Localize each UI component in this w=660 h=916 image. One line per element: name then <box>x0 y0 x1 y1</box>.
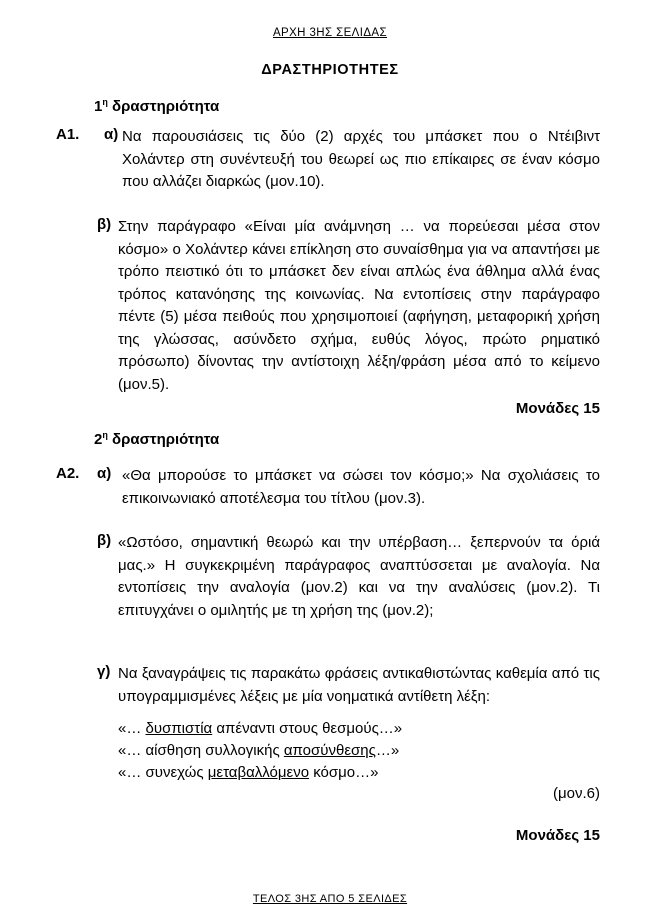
activity-number: 2 <box>94 431 103 448</box>
underlined-word: δυσπιστία <box>145 720 213 737</box>
question-a2-label: Α2. <box>56 465 80 482</box>
page-start-header: ΑΡΧΗ 3ΗΣ ΣΕΛΙΔΑΣ <box>272 27 388 39</box>
a2-b-label: β) <box>97 532 112 549</box>
phrase-text: «… συνεχώς <box>118 764 208 781</box>
activity-number: 1 <box>94 98 103 115</box>
a1-b-label: β) <box>97 216 112 233</box>
phrase-text: απέναντι στους θεσμούς…» <box>212 720 403 737</box>
a2-b-text: «Ωστόσο, σημαντική θεωρώ και την υπέρβαση… ξεπερνούν τα όριά μας.» Η συγκεκριμένη παράγραφος αναπτύσσεται με αναλογία. Να εντοπίσεις την αναλογία (μον.2) και να την αναλύσεις (μον.2). Τι επιτυγχάνει ο ομιλητής με τη χρήση της (μον.2); <box>118 534 600 619</box>
activity-2-heading <box>94 431 219 448</box>
page-end-footer: ΤΕΛΟΣ 3ΗΣ ΑΠΟ 5 ΣΕΛΙΔΕΣ <box>252 893 408 905</box>
phrase-line <box>118 740 399 762</box>
a2-c-label: γ) <box>97 663 111 680</box>
phrase-text: «… <box>118 720 146 737</box>
a2-c-text: Να ξαναγράψεις τις παρακάτω φράσεις αντικαθιστώντας καθεμία από τις υπογραμμισμένες λέξεις με μία νοηματικά αντίθετη λέξη: <box>118 665 600 705</box>
activity-1-heading <box>94 98 219 115</box>
phrase-line <box>118 718 402 740</box>
activity-label: δραστηριότητα <box>112 98 220 115</box>
activity-ordinal-suffix: η <box>102 97 108 107</box>
page-title: ΔΡΑΣΤΗΡΙΟΤΗΤΕΣ <box>261 62 399 78</box>
a1-b-text: Στην παράγραφο «Είναι μία ανάμνηση … να πορεύεσαι μέσα στον κόσμο» ο Χολάντερ κάνει επίκληση στο συναίσθημα για να απαντήσει με τρόπο πειστικό ότι το μπάσκετ δεν είναι απλώς ένα άθλημα αλλά ένας τρόπος κατανόησης της κοινωνίας. Να εντοπίσεις στην παράγραφο πέντε (5) μέσα πειθούς που χρησιμοποιεί (αφήγηση, μεταφορική χρήση της γλώσσας, ασύνδετο σχήμα, ευθύς λόγος, πρώτο ρηματικό πρόσωπο) δίνοντας την αντίστοιχη λέξη/φράση μέσα από το κείμενο (μον.5). <box>118 218 600 393</box>
activity-2-marks: Μονάδες 15 <box>515 827 600 844</box>
phrase-text: κόσμο…» <box>309 764 379 781</box>
question-a1-label: Α1. <box>56 126 80 143</box>
activity-label: δραστηριότητα <box>112 431 220 448</box>
underlined-word: αποσύνθεσης <box>283 742 376 759</box>
points-note: (μον.6) <box>553 785 600 802</box>
a1-a-text: Να παρουσιάσεις τις δύο (2) αρχές του μπάσκετ που ο Ντέιβιντ Χολάντερ στη συνέντευξή του θεωρεί ως πιο επίκαιρες σε έναν κόσμο που αλλάζει διαρκώς (μον.10). <box>122 128 600 190</box>
activity-1-marks: Μονάδες 15 <box>515 400 600 417</box>
phrase-text: …» <box>375 742 400 759</box>
a1-a-label: α) <box>104 126 119 143</box>
a2-a-text: «Θα μπορούσε το μπάσκετ να σώσει τον κόσμο;» Να σχολιάσεις το επικοινωνιακό αποτέλεσμα του τίτλου (μον.3). <box>122 467 600 507</box>
underlined-word: μεταβαλλόμενο <box>207 764 310 781</box>
activity-ordinal-suffix: η <box>102 430 108 440</box>
phrase-text: «… αίσθηση συλλογικής <box>118 742 284 759</box>
phrase-line <box>118 762 378 784</box>
a2-a-label: α) <box>97 465 112 482</box>
